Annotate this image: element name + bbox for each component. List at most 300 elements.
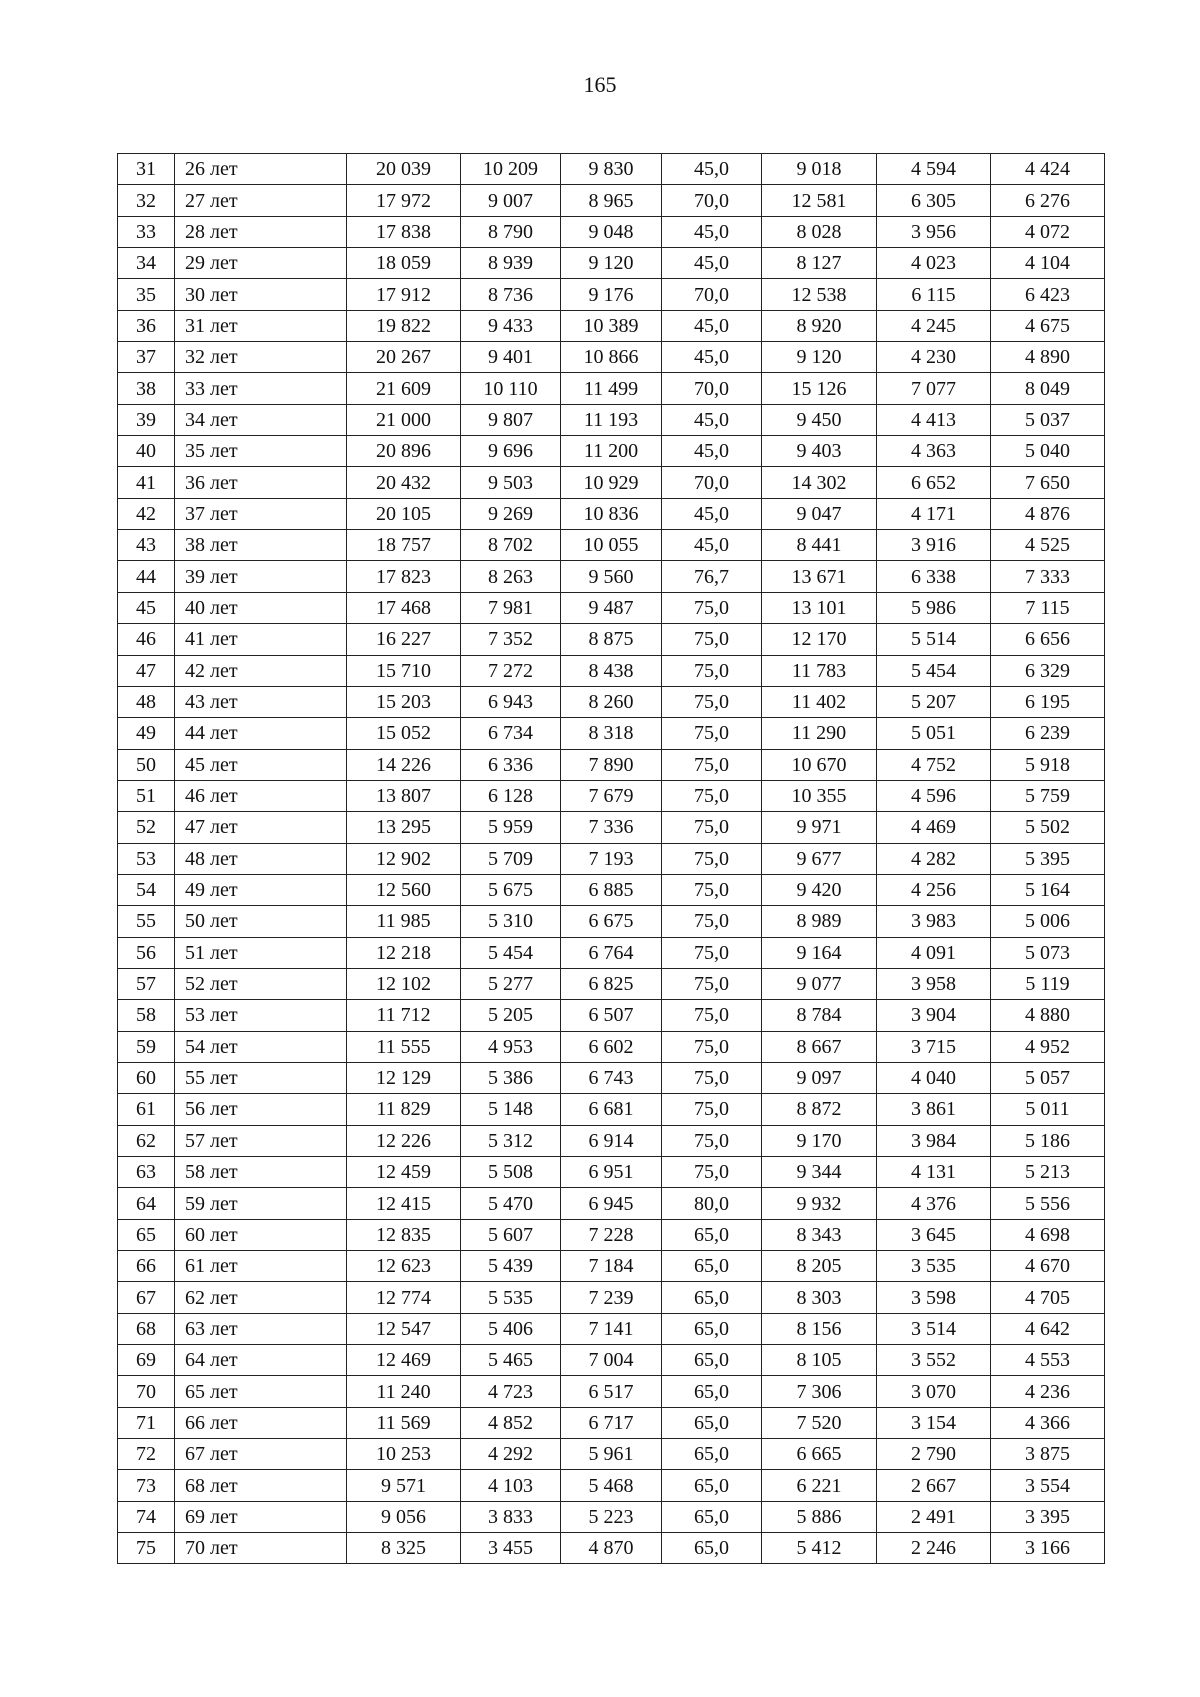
cell-percent-value: 75,0: [662, 937, 762, 968]
cell-value-total: 11 985: [347, 906, 461, 937]
cell-value-total: 12 902: [347, 843, 461, 874]
cell-value-col-5: 11 402: [762, 686, 877, 717]
table-row: [118, 1219, 1105, 1250]
cell-value-col-5: 9 420: [762, 874, 877, 905]
cell-value-col-3: 6 885: [561, 874, 662, 905]
table-row: [118, 1188, 1105, 1219]
table-row: [118, 216, 1105, 247]
table-row: [118, 906, 1105, 937]
cell-percent-value: 75,0: [662, 1062, 762, 1093]
cell-age-group: 51 лет: [175, 937, 347, 968]
cell-value-col-2: 6 943: [461, 686, 561, 717]
cell-percent-value: 45,0: [662, 248, 762, 279]
cell-value-col-5: 8 105: [762, 1345, 877, 1376]
cell-age-group: 32 лет: [175, 342, 347, 373]
cell-age-group: 45 лет: [175, 749, 347, 780]
cell-value-col-2: 8 736: [461, 279, 561, 310]
cell-row-index: 63: [118, 1157, 175, 1188]
cell-percent-value: 75,0: [662, 968, 762, 999]
cell-value-col-5: 7 520: [762, 1407, 877, 1438]
cell-value-col-2: 4 292: [461, 1439, 561, 1470]
table-row: [118, 1000, 1105, 1031]
cell-value-col-7: 3 395: [991, 1501, 1105, 1532]
cell-percent-value: 45,0: [662, 530, 762, 561]
cell-value-total: 11 555: [347, 1031, 461, 1062]
cell-percent-value: 45,0: [662, 310, 762, 341]
cell-value-col-2: 5 454: [461, 937, 561, 968]
cell-value-col-6: 3 956: [877, 216, 991, 247]
cell-value-total: 9 056: [347, 1501, 461, 1532]
cell-percent-value: 75,0: [662, 1125, 762, 1156]
cell-value-col-6: 6 305: [877, 185, 991, 216]
cell-value-col-2: 9 269: [461, 498, 561, 529]
cell-value-col-5: 13 101: [762, 592, 877, 623]
cell-value-col-6: 4 282: [877, 843, 991, 874]
cell-value-col-3: 6 914: [561, 1125, 662, 1156]
cell-value-col-6: 3 154: [877, 1407, 991, 1438]
cell-value-col-2: 9 503: [461, 467, 561, 498]
cell-percent-value: 75,0: [662, 843, 762, 874]
cell-row-index: 42: [118, 498, 175, 529]
cell-value-col-3: 7 228: [561, 1219, 662, 1250]
cell-value-col-2: 5 465: [461, 1345, 561, 1376]
cell-value-col-6: 3 916: [877, 530, 991, 561]
cell-value-col-2: 4 103: [461, 1470, 561, 1501]
cell-value-col-3: 6 945: [561, 1188, 662, 1219]
cell-value-col-3: 6 764: [561, 937, 662, 968]
cell-age-group: 61 лет: [175, 1251, 347, 1282]
cell-age-group: 26 лет: [175, 154, 347, 185]
cell-value-col-3: 6 717: [561, 1407, 662, 1438]
cell-value-col-7: 4 104: [991, 248, 1105, 279]
cell-value-col-3: 9 487: [561, 592, 662, 623]
cell-percent-value: 75,0: [662, 906, 762, 937]
cell-value-col-6: 4 376: [877, 1188, 991, 1219]
cell-value-total: 12 623: [347, 1251, 461, 1282]
cell-value-col-2: 4 723: [461, 1376, 561, 1407]
cell-value-col-7: 4 072: [991, 216, 1105, 247]
cell-value-col-5: 9 677: [762, 843, 877, 874]
cell-value-col-7: 4 642: [991, 1313, 1105, 1344]
table-row: [118, 1157, 1105, 1188]
table-row: [118, 655, 1105, 686]
cell-value-col-6: 4 040: [877, 1062, 991, 1093]
cell-row-index: 31: [118, 154, 175, 185]
cell-value-col-5: 8 127: [762, 248, 877, 279]
cell-value-col-3: 6 517: [561, 1376, 662, 1407]
cell-value-col-2: 9 807: [461, 404, 561, 435]
cell-value-col-3: 10 836: [561, 498, 662, 529]
cell-value-col-3: 10 389: [561, 310, 662, 341]
cell-value-col-7: 8 049: [991, 373, 1105, 404]
cell-value-col-3: 9 120: [561, 248, 662, 279]
cell-value-col-3: 4 870: [561, 1533, 662, 1564]
cell-percent-value: 75,0: [662, 1157, 762, 1188]
cell-age-group: 37 лет: [175, 498, 347, 529]
cell-value-col-6: 3 535: [877, 1251, 991, 1282]
cell-percent-value: 75,0: [662, 1031, 762, 1062]
cell-value-total: 17 972: [347, 185, 461, 216]
cell-value-col-5: 8 028: [762, 216, 877, 247]
cell-percent-value: 75,0: [662, 874, 762, 905]
cell-value-col-7: 5 502: [991, 812, 1105, 843]
table-row: [118, 279, 1105, 310]
table-body: [118, 154, 1105, 1564]
cell-row-index: 49: [118, 718, 175, 749]
cell-value-total: 20 896: [347, 436, 461, 467]
cell-value-col-5: 9 450: [762, 404, 877, 435]
cell-value-col-6: 5 514: [877, 624, 991, 655]
table-row: [118, 749, 1105, 780]
cell-row-index: 46: [118, 624, 175, 655]
cell-value-col-2: 3 833: [461, 1501, 561, 1532]
cell-value-col-7: 6 195: [991, 686, 1105, 717]
cell-value-total: 12 547: [347, 1313, 461, 1344]
cell-percent-value: 70,0: [662, 467, 762, 498]
cell-value-col-5: 13 671: [762, 561, 877, 592]
table-row: [118, 874, 1105, 905]
cell-row-index: 70: [118, 1376, 175, 1407]
table-row: [118, 1125, 1105, 1156]
cell-value-total: 14 226: [347, 749, 461, 780]
cell-value-total: 12 459: [347, 1157, 461, 1188]
cell-value-col-7: 6 329: [991, 655, 1105, 686]
table-row: [118, 1439, 1105, 1470]
cell-value-col-2: 9 401: [461, 342, 561, 373]
cell-value-total: 10 253: [347, 1439, 461, 1470]
cell-value-col-2: 9 433: [461, 310, 561, 341]
cell-value-col-2: 5 959: [461, 812, 561, 843]
cell-row-index: 52: [118, 812, 175, 843]
table-row: [118, 436, 1105, 467]
cell-value-col-7: 5 037: [991, 404, 1105, 435]
cell-value-col-3: 7 193: [561, 843, 662, 874]
cell-value-col-7: 5 057: [991, 1062, 1105, 1093]
cell-value-col-7: 4 705: [991, 1282, 1105, 1313]
cell-percent-value: 65,0: [662, 1470, 762, 1501]
cell-value-col-7: 7 333: [991, 561, 1105, 592]
table-row: [118, 530, 1105, 561]
table-row: [118, 1376, 1105, 1407]
table-row: [118, 1407, 1105, 1438]
cell-value-col-7: 4 880: [991, 1000, 1105, 1031]
cell-row-index: 65: [118, 1219, 175, 1250]
cell-value-col-2: 5 607: [461, 1219, 561, 1250]
cell-percent-value: 75,0: [662, 1094, 762, 1125]
cell-row-index: 39: [118, 404, 175, 435]
cell-value-col-7: 5 918: [991, 749, 1105, 780]
table-row: [118, 1533, 1105, 1564]
cell-value-col-2: 5 148: [461, 1094, 561, 1125]
cell-value-col-5: 5 886: [762, 1501, 877, 1532]
cell-value-col-7: 4 698: [991, 1219, 1105, 1250]
cell-value-col-3: 5 961: [561, 1439, 662, 1470]
cell-value-col-6: 3 514: [877, 1313, 991, 1344]
cell-value-col-7: 4 424: [991, 154, 1105, 185]
table-row: [118, 342, 1105, 373]
cell-row-index: 54: [118, 874, 175, 905]
cell-value-col-7: 4 670: [991, 1251, 1105, 1282]
cell-value-col-6: 4 596: [877, 780, 991, 811]
cell-value-col-5: 11 783: [762, 655, 877, 686]
cell-row-index: 36: [118, 310, 175, 341]
cell-percent-value: 75,0: [662, 812, 762, 843]
cell-value-col-5: 9 018: [762, 154, 877, 185]
cell-value-col-7: 4 876: [991, 498, 1105, 529]
cell-value-col-6: 4 363: [877, 436, 991, 467]
cell-value-col-3: 6 951: [561, 1157, 662, 1188]
cell-value-col-7: 5 213: [991, 1157, 1105, 1188]
cell-value-col-7: 5 006: [991, 906, 1105, 937]
cell-value-col-6: 4 230: [877, 342, 991, 373]
cell-value-col-7: 3 875: [991, 1439, 1105, 1470]
cell-value-col-7: 5 011: [991, 1094, 1105, 1125]
cell-value-col-3: 7 239: [561, 1282, 662, 1313]
cell-value-total: 18 059: [347, 248, 461, 279]
cell-value-col-3: 8 318: [561, 718, 662, 749]
cell-value-col-5: 9 170: [762, 1125, 877, 1156]
cell-percent-value: 75,0: [662, 686, 762, 717]
cell-age-group: 66 лет: [175, 1407, 347, 1438]
cell-row-index: 43: [118, 530, 175, 561]
cell-value-col-6: 2 667: [877, 1470, 991, 1501]
cell-value-col-5: 9 077: [762, 968, 877, 999]
cell-value-col-6: 4 413: [877, 404, 991, 435]
cell-value-col-5: 15 126: [762, 373, 877, 404]
cell-value-col-5: 9 932: [762, 1188, 877, 1219]
cell-value-col-2: 10 110: [461, 373, 561, 404]
cell-value-col-5: 8 303: [762, 1282, 877, 1313]
cell-value-col-6: 3 904: [877, 1000, 991, 1031]
cell-percent-value: 70,0: [662, 373, 762, 404]
cell-value-col-6: 3 645: [877, 1219, 991, 1250]
cell-value-col-7: 6 276: [991, 185, 1105, 216]
cell-row-index: 67: [118, 1282, 175, 1313]
cell-value-col-7: 4 890: [991, 342, 1105, 373]
cell-value-col-6: 3 984: [877, 1125, 991, 1156]
table-row: [118, 1062, 1105, 1093]
cell-value-col-5: 8 441: [762, 530, 877, 561]
cell-value-col-7: 6 239: [991, 718, 1105, 749]
cell-value-col-6: 3 070: [877, 1376, 991, 1407]
cell-value-col-2: 5 310: [461, 906, 561, 937]
cell-value-total: 17 823: [347, 561, 461, 592]
cell-row-index: 53: [118, 843, 175, 874]
cell-age-group: 30 лет: [175, 279, 347, 310]
cell-row-index: 66: [118, 1251, 175, 1282]
cell-value-col-2: 8 702: [461, 530, 561, 561]
cell-age-group: 27 лет: [175, 185, 347, 216]
cell-value-col-3: 10 055: [561, 530, 662, 561]
cell-value-col-2: 6 128: [461, 780, 561, 811]
cell-value-col-7: 5 759: [991, 780, 1105, 811]
cell-value-total: 12 774: [347, 1282, 461, 1313]
cell-row-index: 47: [118, 655, 175, 686]
cell-value-total: 15 710: [347, 655, 461, 686]
cell-value-col-7: 6 656: [991, 624, 1105, 655]
cell-value-col-3: 8 965: [561, 185, 662, 216]
cell-row-index: 33: [118, 216, 175, 247]
cell-value-col-2: 8 939: [461, 248, 561, 279]
cell-row-index: 60: [118, 1062, 175, 1093]
cell-age-group: 57 лет: [175, 1125, 347, 1156]
cell-value-col-7: 4 952: [991, 1031, 1105, 1062]
cell-age-group: 50 лет: [175, 906, 347, 937]
cell-age-group: 33 лет: [175, 373, 347, 404]
cell-row-index: 50: [118, 749, 175, 780]
cell-value-col-5: 12 170: [762, 624, 877, 655]
cell-value-col-2: 4 852: [461, 1407, 561, 1438]
cell-value-col-3: 7 679: [561, 780, 662, 811]
table-row: [118, 404, 1105, 435]
table-row: [118, 780, 1105, 811]
cell-age-group: 29 лет: [175, 248, 347, 279]
cell-value-total: 12 469: [347, 1345, 461, 1376]
cell-value-total: 20 267: [347, 342, 461, 373]
cell-age-group: 65 лет: [175, 1376, 347, 1407]
cell-value-col-3: 8 260: [561, 686, 662, 717]
cell-value-col-2: 4 953: [461, 1031, 561, 1062]
cell-value-col-5: 8 667: [762, 1031, 877, 1062]
cell-value-col-6: 4 171: [877, 498, 991, 529]
cell-value-col-6: 4 469: [877, 812, 991, 843]
cell-value-col-5: 9 120: [762, 342, 877, 373]
cell-value-total: 21 609: [347, 373, 461, 404]
cell-age-group: 58 лет: [175, 1157, 347, 1188]
cell-value-col-3: 6 675: [561, 906, 662, 937]
cell-value-col-6: 3 552: [877, 1345, 991, 1376]
table-row: [118, 592, 1105, 623]
cell-value-col-5: 8 343: [762, 1219, 877, 1250]
cell-age-group: 36 лет: [175, 467, 347, 498]
cell-value-total: 21 000: [347, 404, 461, 435]
cell-value-total: 17 838: [347, 216, 461, 247]
cell-value-col-5: 9 164: [762, 937, 877, 968]
cell-value-col-7: 5 395: [991, 843, 1105, 874]
table-row: [118, 812, 1105, 843]
cell-row-index: 44: [118, 561, 175, 592]
cell-row-index: 48: [118, 686, 175, 717]
cell-row-index: 56: [118, 937, 175, 968]
cell-value-col-2: 5 386: [461, 1062, 561, 1093]
cell-percent-value: 65,0: [662, 1219, 762, 1250]
cell-value-col-3: 8 875: [561, 624, 662, 655]
cell-value-col-7: 5 186: [991, 1125, 1105, 1156]
table-row: [118, 373, 1105, 404]
table-row: [118, 561, 1105, 592]
cell-age-group: 28 лет: [175, 216, 347, 247]
cell-percent-value: 45,0: [662, 216, 762, 247]
table-row: [118, 686, 1105, 717]
cell-row-index: 75: [118, 1533, 175, 1564]
cell-value-col-7: 3 554: [991, 1470, 1105, 1501]
cell-value-col-2: 7 981: [461, 592, 561, 623]
cell-age-group: 59 лет: [175, 1188, 347, 1219]
table-row: [118, 1031, 1105, 1062]
cell-value-total: 13 807: [347, 780, 461, 811]
cell-row-index: 72: [118, 1439, 175, 1470]
cell-age-group: 54 лет: [175, 1031, 347, 1062]
cell-row-index: 34: [118, 248, 175, 279]
cell-age-group: 52 лет: [175, 968, 347, 999]
cell-value-total: 12 226: [347, 1125, 461, 1156]
table-row: [118, 1501, 1105, 1532]
cell-value-col-7: 5 556: [991, 1188, 1105, 1219]
cell-row-index: 73: [118, 1470, 175, 1501]
cell-row-index: 35: [118, 279, 175, 310]
cell-value-col-5: 7 306: [762, 1376, 877, 1407]
cell-value-col-3: 11 200: [561, 436, 662, 467]
cell-value-total: 12 835: [347, 1219, 461, 1250]
cell-value-total: 20 039: [347, 154, 461, 185]
cell-value-col-7: 5 073: [991, 937, 1105, 968]
cell-age-group: 63 лет: [175, 1313, 347, 1344]
cell-value-col-7: 3 166: [991, 1533, 1105, 1564]
table-row: [118, 185, 1105, 216]
cell-value-col-6: 6 338: [877, 561, 991, 592]
cell-age-group: 46 лет: [175, 780, 347, 811]
cell-value-col-2: 5 205: [461, 1000, 561, 1031]
cell-percent-value: 65,0: [662, 1533, 762, 1564]
cell-value-col-5: 8 920: [762, 310, 877, 341]
cell-row-index: 74: [118, 1501, 175, 1532]
cell-value-col-7: 4 236: [991, 1376, 1105, 1407]
cell-value-col-6: 5 051: [877, 718, 991, 749]
cell-value-col-7: 7 650: [991, 467, 1105, 498]
cell-value-col-3: 7 141: [561, 1313, 662, 1344]
cell-row-index: 58: [118, 1000, 175, 1031]
cell-value-col-5: 5 412: [762, 1533, 877, 1564]
table-row: [118, 248, 1105, 279]
cell-value-col-3: 9 048: [561, 216, 662, 247]
cell-age-group: 38 лет: [175, 530, 347, 561]
cell-value-total: 11 240: [347, 1376, 461, 1407]
cell-age-group: 49 лет: [175, 874, 347, 905]
cell-value-col-2: 5 535: [461, 1282, 561, 1313]
cell-age-group: 67 лет: [175, 1439, 347, 1470]
cell-age-group: 56 лет: [175, 1094, 347, 1125]
cell-value-col-5: 9 097: [762, 1062, 877, 1093]
cell-percent-value: 70,0: [662, 279, 762, 310]
cell-value-col-6: 4 256: [877, 874, 991, 905]
cell-value-col-2: 5 439: [461, 1251, 561, 1282]
cell-value-total: 8 325: [347, 1533, 461, 1564]
cell-percent-value: 70,0: [662, 185, 762, 216]
cell-value-col-3: 5 223: [561, 1501, 662, 1532]
cell-value-col-2: 3 455: [461, 1533, 561, 1564]
cell-value-col-3: 7 336: [561, 812, 662, 843]
cell-age-group: 55 лет: [175, 1062, 347, 1093]
cell-value-total: 20 105: [347, 498, 461, 529]
cell-value-col-6: 2 246: [877, 1533, 991, 1564]
cell-age-group: 68 лет: [175, 1470, 347, 1501]
cell-value-col-3: 9 830: [561, 154, 662, 185]
table-row: [118, 498, 1105, 529]
cell-percent-value: 65,0: [662, 1439, 762, 1470]
cell-percent-value: 76,7: [662, 561, 762, 592]
cell-percent-value: 65,0: [662, 1501, 762, 1532]
cell-value-col-7: 5 119: [991, 968, 1105, 999]
cell-percent-value: 45,0: [662, 342, 762, 373]
cell-row-index: 38: [118, 373, 175, 404]
cell-row-index: 45: [118, 592, 175, 623]
cell-value-col-5: 10 355: [762, 780, 877, 811]
cell-age-group: 48 лет: [175, 843, 347, 874]
cell-value-col-2: 8 263: [461, 561, 561, 592]
cell-value-col-3: 8 438: [561, 655, 662, 686]
table-row: [118, 624, 1105, 655]
cell-value-col-3: 7 004: [561, 1345, 662, 1376]
